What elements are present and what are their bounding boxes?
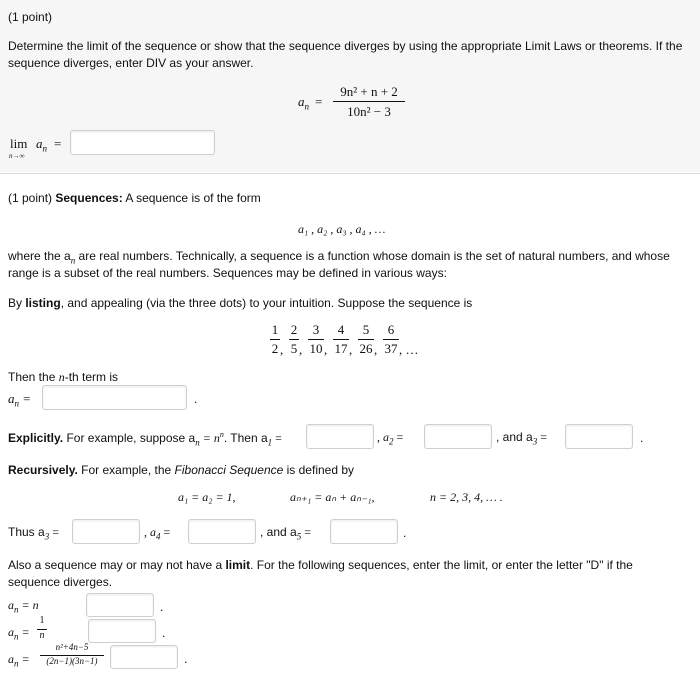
- where-line-2: range is a subset of the real numbers. Sequences may be defined in various ways:: [8, 266, 447, 280]
- problem-2-intro: A sequence is of the form: [122, 191, 261, 205]
- period-5: .: [162, 626, 166, 640]
- nth-term-label: $a_n$ =: [8, 391, 32, 409]
- sequence-form: a₁ , a₂ , a₃ , a₄ , …: [298, 222, 386, 236]
- list-comma-2: ,: [299, 342, 303, 357]
- seq1-limit-input[interactable]: [86, 593, 154, 617]
- lim-equals: =: [54, 136, 62, 151]
- then-line: Then the n-th term is: [8, 370, 119, 384]
- problem-2-title: Sequences:: [55, 191, 123, 205]
- a2-input[interactable]: [424, 424, 492, 449]
- a2-label: , $a_2$ =: [377, 430, 404, 447]
- seq2-numerator: 1: [39, 615, 45, 626]
- listed-sequence: [270, 322, 450, 362]
- a1-input[interactable]: [306, 424, 374, 449]
- list-fraction-bar-5: [358, 339, 374, 340]
- seq2-limit-input[interactable]: [88, 619, 156, 643]
- list-denominator-4: 17: [334, 341, 348, 356]
- period-4: .: [160, 600, 164, 614]
- seq1-label: $a_n = n$: [8, 598, 39, 615]
- period-3: .: [403, 526, 407, 540]
- also-line-1: Also a sequence may or may not have a limit. For the following sequences, enter the limit, or enter the letter "D" if the: [8, 558, 633, 572]
- fraction-denominator: 10n² − 3: [347, 104, 391, 119]
- list-comma-1: ,: [280, 342, 284, 357]
- list-numerator-1: 1: [271, 322, 279, 337]
- nth-term-input[interactable]: [42, 385, 187, 410]
- list-fraction-bar-6: [383, 339, 399, 340]
- lim-subscript: n→∞: [9, 152, 25, 160]
- problem-2-points: (1 point): [8, 191, 56, 205]
- also-line-2: sequence diverges.: [8, 575, 113, 589]
- list-fraction-bar-2: [289, 339, 299, 340]
- fib-a4-input[interactable]: [188, 519, 256, 544]
- fib-a3-input[interactable]: [72, 519, 140, 544]
- list-tail: , …: [399, 342, 419, 357]
- list-numerator-6: 6: [387, 322, 395, 337]
- list-denominator-6: 37: [384, 341, 398, 356]
- list-denominator-5: 26: [359, 341, 373, 356]
- list-numerator-2: 2: [290, 322, 298, 337]
- where-line-1: where the $a_n$ are real numbers. Technically, a sequence is a function whose domain is the set of natural numbers, and whose: [8, 249, 670, 266]
- fib-range: n = 2, 3, 4, … .: [430, 490, 503, 504]
- lim-label: lim: [10, 136, 28, 151]
- recursive-line: Recursively. For example, the Fibonacci Sequence is defined by: [8, 463, 355, 477]
- an-label: $a_n$: [298, 94, 309, 112]
- period-1: .: [194, 392, 198, 406]
- a4-label: , $a_4$ =: [144, 525, 171, 542]
- list-numerator-3: 3: [312, 322, 320, 337]
- thus-label: Thus $a_3$ =: [8, 525, 59, 542]
- list-comma-5: ,: [374, 342, 378, 357]
- fib-initial: a₁ = a₂ = 1,: [178, 490, 236, 504]
- fraction-bar: [333, 101, 405, 102]
- list-numerator-4: 4: [337, 322, 345, 337]
- seq2-denominator: n: [39, 630, 45, 641]
- list-denominator-1: 2: [271, 341, 279, 356]
- fib-rule: aₙ₊₁ = aₙ + aₙ₋₁,: [290, 490, 375, 504]
- a3-label: , and $a_3$ =: [496, 430, 547, 447]
- fraction-numerator: 9n² + n + 2: [340, 84, 398, 99]
- seq3-label: $a_n$ =: [8, 652, 30, 669]
- a3-input[interactable]: [565, 424, 633, 449]
- fib-a5-input[interactable]: [330, 519, 398, 544]
- seq3-limit-input[interactable]: [110, 645, 178, 669]
- seq3-numerator: n²+4n−5: [55, 642, 89, 652]
- seq2-label: $a_n$ =: [8, 625, 30, 642]
- list-comma-4: ,: [349, 342, 353, 357]
- seq3-denominator: (2n−1)(3n−1): [46, 656, 98, 666]
- problem-1-instructions: Determine the limit of the sequence or show that the sequence diverges by using the appropriate Limit Laws or theorems. If the sequence diverges, enter DIV as your answer.: [8, 39, 683, 70]
- problem-1-points: (1 point): [8, 10, 53, 24]
- list-fraction-bar-4: [333, 339, 349, 340]
- a5-label: , and $a_5$ =: [260, 525, 311, 542]
- lim-variable: $a_n$: [36, 136, 47, 154]
- an-equals: =: [315, 94, 323, 109]
- list-fraction-bar-3: [308, 339, 324, 340]
- section-divider: [0, 173, 700, 174]
- list-numerator-5: 5: [362, 322, 370, 337]
- period-6: .: [184, 652, 188, 666]
- period-2: .: [640, 431, 644, 445]
- list-comma-3: ,: [324, 342, 328, 357]
- listing-line: By listing, and appealing (via the three dots) to your intuition. Suppose the sequence is: [8, 296, 473, 310]
- problem-2-header: [8, 191, 261, 205]
- list-denominator-2: 5: [290, 341, 298, 356]
- list-denominator-3: 10: [309, 341, 323, 356]
- explicit-line: Explicitly. For example, suppose $a_n = n^n$. Then $a_1$ =: [8, 430, 282, 448]
- limit-answer-input[interactable]: [70, 130, 215, 155]
- list-fraction-bar-1: [270, 339, 280, 340]
